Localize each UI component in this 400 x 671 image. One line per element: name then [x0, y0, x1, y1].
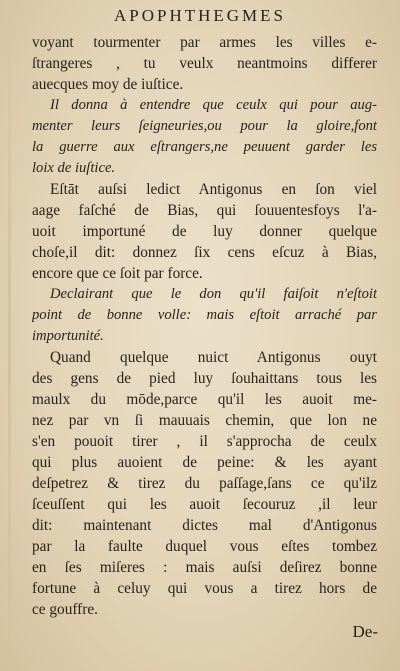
text-line: Quand quelque nuict Antigonus ouyt [50, 349, 377, 366]
text-line: aage faſché de Bias, qui ſouuentesfoys l'a- [32, 202, 377, 219]
gutter-shadow [8, 15, 11, 655]
text-line: ſtrangeres , tu veulx neantmoins differer [32, 55, 377, 72]
text-line: auecques moy de iuſtice. [32, 76, 184, 93]
catchword: De- [352, 622, 378, 641]
text-line: Eſtāt auſsi ledict Antigonus en ſon viel [50, 181, 377, 198]
text-line: Declairant que le don qu'il faiſoit n'eſtoit [50, 286, 377, 302]
body-text [32, 32, 377, 620]
text-line: importunité. [32, 328, 104, 344]
text-line: point de bonne volle: mais eſtoit arraché par [32, 307, 377, 323]
text-line: par la faulte duquel vous eſtes tombez [32, 538, 377, 555]
text-line: encore que ce ſoit par force. [32, 265, 203, 282]
text-line: s'en pouoit tirer , il s'approcha de ceulx [32, 433, 377, 450]
text-line: maulx du mōde,parce qu'il les auoit me- [32, 391, 377, 408]
text-line: qui plus auoient de peine: & les ayant [32, 454, 377, 471]
text-line: menter leurs ſeigneuries,ou pour la gloire,font [32, 118, 377, 134]
text-line: choſe,il dit: donnez ſix cens eſcuz à Bias, [32, 244, 377, 261]
text-line: des gens de pied luy ſouhaittans tous les [32, 370, 377, 387]
text-line: voyant tourmenter par armes les villes e- [32, 34, 377, 51]
text-line: uoit importuné de luy donner quelque [32, 223, 377, 240]
text-line: nez par vn ſi mauuais chemin, que lon ne [32, 412, 377, 429]
text-line: Il donna à entendre que ceulx qui pour aug- [50, 97, 377, 113]
text-line: ſceuſſent qui les auoit ſecouruz ,il leur [32, 496, 377, 513]
text-line: la guerre aux eſtrangers,ne peuuent garder les [32, 139, 377, 155]
text-line: deſpetrez & tirez du paſſage,ſans ce qu'ilz [32, 475, 377, 492]
text-line: ce gouffre. [32, 601, 98, 618]
text-line: loix de iuſtice. [32, 160, 116, 176]
running-header: APOPHTHEGMES [113, 6, 287, 25]
text-line: en ſes miſeres : mais auſsi deſirez bonne [32, 559, 377, 576]
text-line: fortune à celuy qui vous a tirez hors de [32, 580, 377, 597]
text-line: dit: maintenant dictes mal d'Antigonus [32, 517, 377, 534]
